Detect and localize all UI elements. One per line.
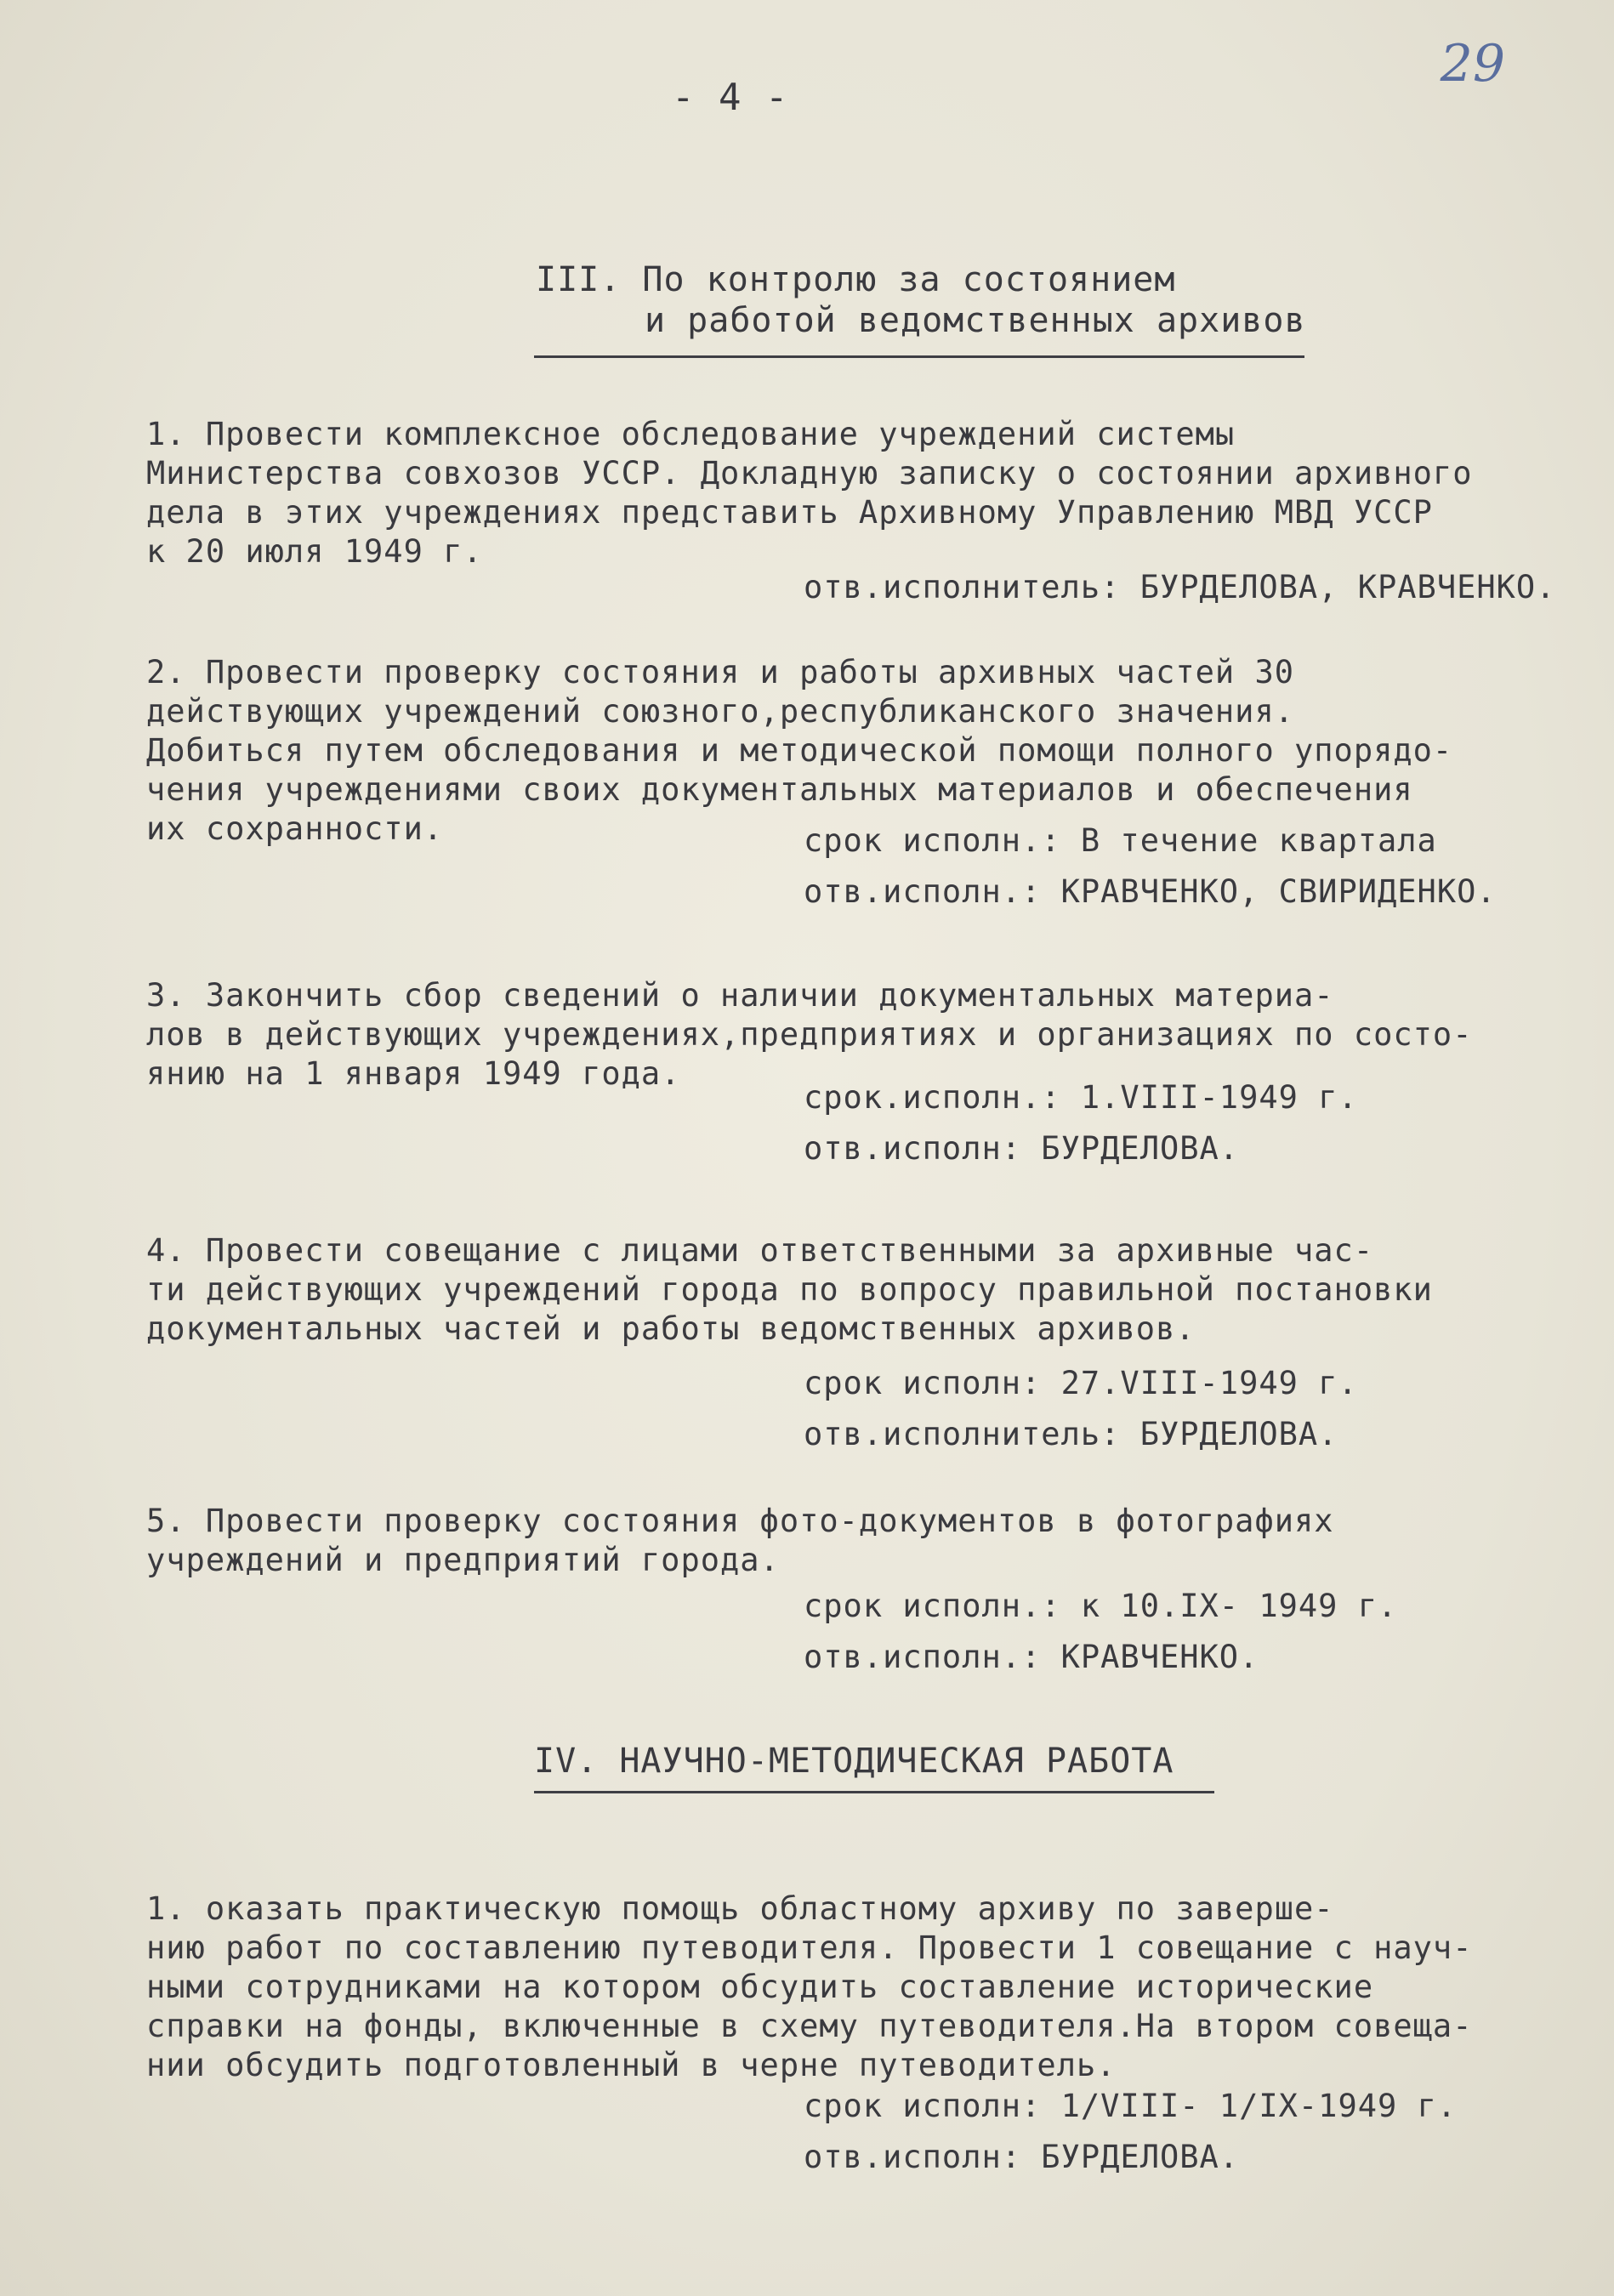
- deadline-line: срок.исполн.: 1.VIII-1949 г.: [804, 1079, 1358, 1116]
- section-3-item-5-meta: [804, 1587, 1397, 1677]
- item-line: нию работ по составлению путеводителя. Провести 1 совещание с науч-: [146, 1929, 1473, 1966]
- section-3-title-line-1: III. По контролю за состоянием: [536, 260, 1176, 299]
- item-line: Добиться путем обследования и методической помощи полного упорядо-: [146, 732, 1453, 769]
- responsible-line: отв.исполнитель: БУРДЕЛОВА.: [804, 1416, 1338, 1452]
- item-line: 4. Провести совещание с лицами ответственными за архивные час-: [146, 1232, 1374, 1269]
- item-line: Министерства совхозов УССР. Докладную записку о состоянии архивного: [146, 455, 1473, 492]
- section-3-item-1-meta: [804, 568, 1555, 607]
- section-3-title-line-2: и работой ведомственных архивов: [645, 301, 1306, 340]
- section-3-item-1: [146, 415, 1472, 571]
- item-line: учреждений и предприятий города.: [146, 1542, 780, 1578]
- item-line: ти действующих учреждений города по вопросу правильной постановки: [146, 1271, 1433, 1308]
- item-line: 5. Провести проверку состояния фото-документов в фотографиях: [146, 1503, 1334, 1539]
- item-line: 2. Провести проверку состояния и работы архивных частей 30: [146, 654, 1295, 691]
- deadline-line: срок исполн.: к 10.IX- 1949 г.: [804, 1588, 1398, 1624]
- section-3-item-2: [146, 653, 1452, 849]
- section-3-item-5: [146, 1502, 1334, 1580]
- responsible-line: отв.исполн: БУРДЕЛОВА.: [804, 2139, 1240, 2175]
- section-3-item-4: [146, 1231, 1433, 1349]
- responsible-line: отв.исполн.: КРАВЧЕНКО.: [804, 1639, 1259, 1675]
- responsible-line: отв.исполн.: КРАВЧЕНКО, СВИРИДЕНКО.: [804, 873, 1497, 910]
- item-line: 1. Провести комплексное обследование учреждений системы: [146, 416, 1236, 452]
- responsible-line: отв.исполнитель: БУРДЕЛОВА, КРАВЧЕНКО.: [804, 569, 1556, 605]
- section-3-item-3: [146, 976, 1472, 1094]
- item-line: 1. оказать практическую помощь областному архиву по заверше-: [146, 1890, 1334, 1927]
- item-line: документальных частей и работы ведомственных архивов.: [146, 1310, 1196, 1347]
- item-line: действующих учреждений союзного,республиканского значения.: [146, 693, 1295, 730]
- section-4-title: IV. НАУЧНО-МЕТОДИЧЕСКАЯ РАБОТА: [534, 1742, 1174, 1781]
- item-line: ными сотрудниками на котором обсудить составление исторические: [146, 1969, 1374, 2005]
- section-4-item-1-meta: [804, 2087, 1457, 2177]
- item-line: их сохранности.: [146, 810, 444, 847]
- item-line: справки на фонды, включенные в схему путеводителя.На втором совеща-: [146, 2008, 1473, 2044]
- section-3-item-2-meta: [804, 821, 1497, 912]
- deadline-line: срок исполн.: В течение квартала: [804, 822, 1437, 859]
- section-3-item-3-meta: [804, 1078, 1358, 1168]
- responsible-line: отв.исполн: БУРДЕЛОВА.: [804, 1130, 1240, 1167]
- section-4-item-1: [146, 1890, 1472, 2085]
- archive-page-number: 29: [1440, 34, 1505, 94]
- item-line: 3. Закончить сбор сведений о наличии документальных материа-: [146, 977, 1334, 1014]
- item-line: дела в этих учреждениях представить Архивному Управлению МВД УССР: [146, 494, 1433, 531]
- section-3-item-4-meta: [804, 1364, 1358, 1454]
- deadline-line: срок исполн: 27.VIII-1949 г.: [804, 1365, 1358, 1401]
- item-line: к 20 июля 1949 г.: [146, 533, 483, 570]
- section-4-underline: [534, 1791, 1214, 1793]
- item-line: лов в действующих учреждениях,предприятиях и организациях по состо-: [146, 1016, 1473, 1053]
- section-3-underline: [534, 355, 1304, 358]
- item-line: нии обсудить подготовленный в черне путеводитель.: [146, 2047, 1117, 2083]
- deadline-line: срок исполн: 1/VIII- 1/IX-1949 г.: [804, 2088, 1458, 2124]
- item-line: чения учреждениями своих документальных материалов и обеспечения: [146, 771, 1413, 808]
- page-number: - 4 -: [672, 76, 789, 119]
- item-line: янию на 1 января 1949 года.: [146, 1055, 681, 1092]
